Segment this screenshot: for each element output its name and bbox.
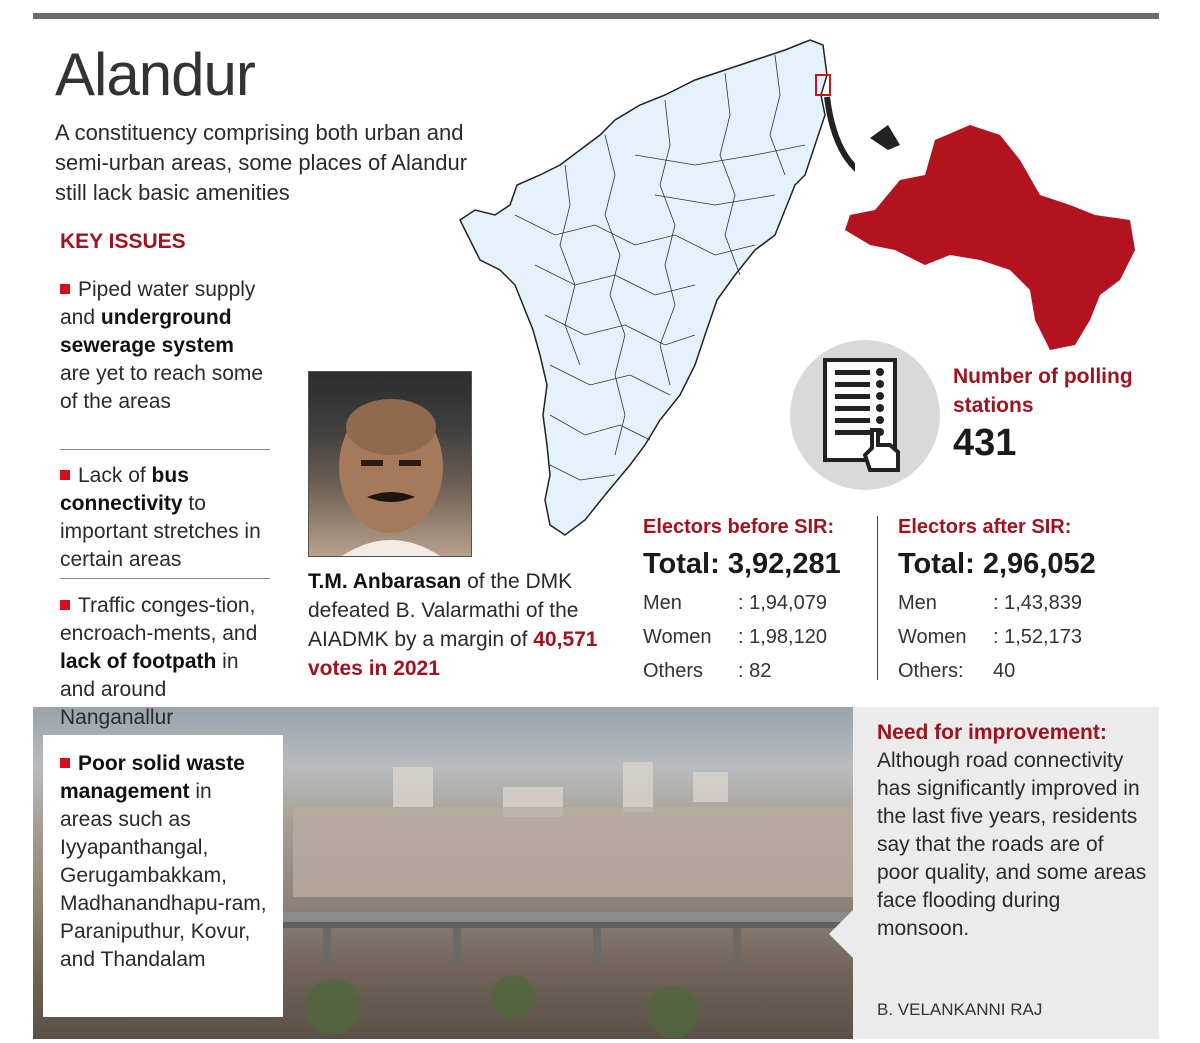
evm-icon-circle xyxy=(790,340,940,490)
portrait-caption: T.M. Anbarasan of the DMK defeated B. Valarmathi of the AIADMK by a margin of 40,571 votes in 2021 xyxy=(308,570,598,680)
page-title: Alandur xyxy=(55,41,255,108)
issue-item: Poor solid waste management in areas such as Iyyapanthangal, Gerugambakkam, Madhanandhapu-ram, Paraniputhur, Kovur, and Thandalam xyxy=(60,752,267,971)
issue-item: Lack of bus connectivity to important stretches in certain areas xyxy=(60,464,261,571)
improvement-text: Need for improvement: Although road connectivity has significantly improved in the last five years, residents say that the roads are of poor quality, and some areas face flooding during monsoon. xyxy=(877,721,1147,940)
candidate-portrait xyxy=(308,371,472,557)
electors-before-heading: Electors before SIR: xyxy=(643,516,835,538)
state-outline xyxy=(460,40,827,535)
bullet-square-icon xyxy=(60,758,70,768)
voting-machine-icon xyxy=(790,340,940,490)
issue-item: Piped water supply and underground sewerage system are yet to reach some of the areas xyxy=(60,278,264,413)
key-issues-heading: KEY ISSUES xyxy=(60,230,186,253)
bullet-square-icon xyxy=(60,470,70,480)
top-rule xyxy=(33,13,1159,19)
electors-before-row: Men : 1,94,079 xyxy=(643,592,827,614)
callout-notch xyxy=(829,910,853,958)
electors-before-row: Others : 82 xyxy=(643,660,772,682)
electors-after-row: Women : 1,52,173 xyxy=(898,626,1082,648)
electors-after-row: Others: 40 xyxy=(898,660,1016,682)
bullet-square-icon xyxy=(60,284,70,294)
electors-before-row: Women : 1,98,120 xyxy=(643,626,827,648)
electors-before-total: Total: 3,92,281 xyxy=(643,548,841,580)
electors-after-total: Total: 2,96,052 xyxy=(898,548,1096,580)
bullet-square-icon xyxy=(60,600,70,610)
issue-separator xyxy=(60,578,270,579)
issue-item: Traffic conges-tion, encroach-ments, and lack of footpath in and around Nanganallur xyxy=(60,594,258,729)
electors-after-row: Men : 1,43,839 xyxy=(898,592,1082,614)
polling-stations-count: 431 xyxy=(953,422,1017,464)
polling-stations-label: Number of polling stations xyxy=(953,365,1133,417)
electors-after-heading: Electors after SIR: xyxy=(898,516,1072,538)
photo-credit: B. VELANKANNI RAJ xyxy=(877,1000,1043,1019)
constituency-shape xyxy=(840,120,1140,360)
electors-divider xyxy=(877,516,878,680)
issue-separator xyxy=(60,449,270,450)
page-subtitle: A constituency comprising both urban and semi-urban areas, some places of Alandur still lack basic amenities xyxy=(55,120,468,205)
